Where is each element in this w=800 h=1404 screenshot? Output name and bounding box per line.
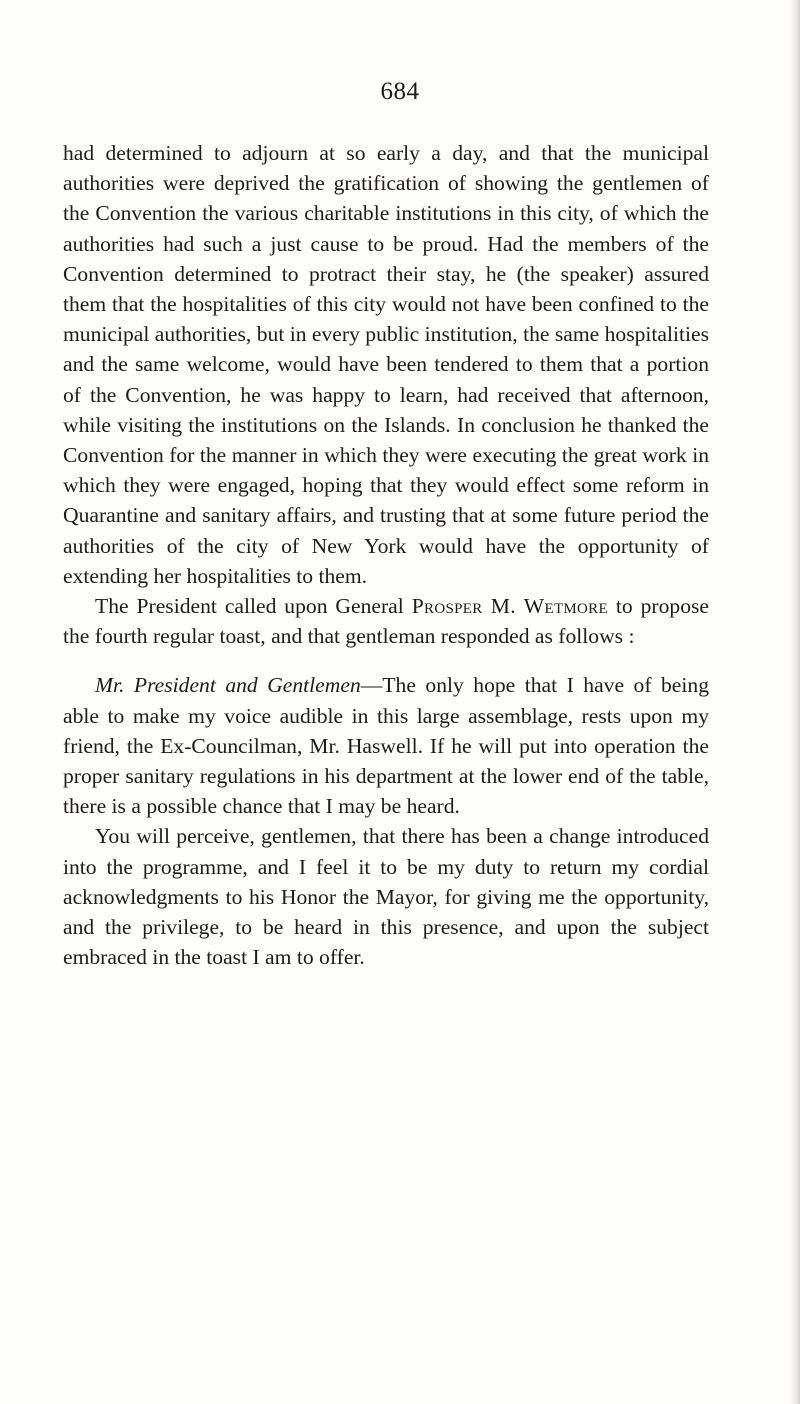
- paragraph-2: [63, 591, 709, 651]
- paragraph-3-text: —The only hope that I have of being able to make my voice audible in this large assemblage, rests upon my friend, the Ex-Councilman, Mr. Haswell. If he will put into operation the proper sanitary regulations in his department at the lower end of the table, there is a possible chance that I may be heard.: [63, 673, 709, 819]
- paragraph-1: had determined to adjourn at so early a day, and that the municipal authorities were deprived the gratification of showing the gentlemen of the Convention the various charitable institutions in this city, of which the authorities had such a just cause to be proud. Had the members of the Convention determined to protract their stay, he (the speaker) assured them that the hospitalities of this city would not have been confined to the municipal authorities, but in every public institution, the same hospitalities and the same welcome, would have been tendered to them that a portion of the Convention, he was happy to learn, had received that afternoon, while visiting the institutions on the Islands. In conclusion he thanked the Convention for the manner in which they were executing the great work in which they were engaged, hoping that they would effect some reform in Quarantine and sanitary affairs, and trusting that at some future period the authorities of the city of New York would have the opportunity of extending her hospitalities to them.: [63, 141, 709, 588]
- page-edge-shadow: [788, 0, 800, 1404]
- paragraph-3: [63, 670, 709, 821]
- paragraph-2-before: The President called upon General: [95, 594, 412, 619]
- salutation: Mr. President and Gentlemen: [95, 673, 361, 698]
- body-text: [63, 138, 709, 972]
- paragraph-4: You will perceive, gentlemen, that there has been a change introduced into the programme, and I feel it to be my duty to return my cordial acknowledgments to his Honor the Mayor, for giving me the opportunity, and the privilege, to be heard in this presence, and upon the subject embraced in the toast I am to offer.: [63, 824, 709, 970]
- speaker-name: Prosper M. Wetmore: [411, 594, 608, 619]
- paragraph-2-after: to propose the fourth regular toast, and that gentleman responded as follows :: [63, 594, 709, 649]
- page-number: 684: [380, 78, 420, 105]
